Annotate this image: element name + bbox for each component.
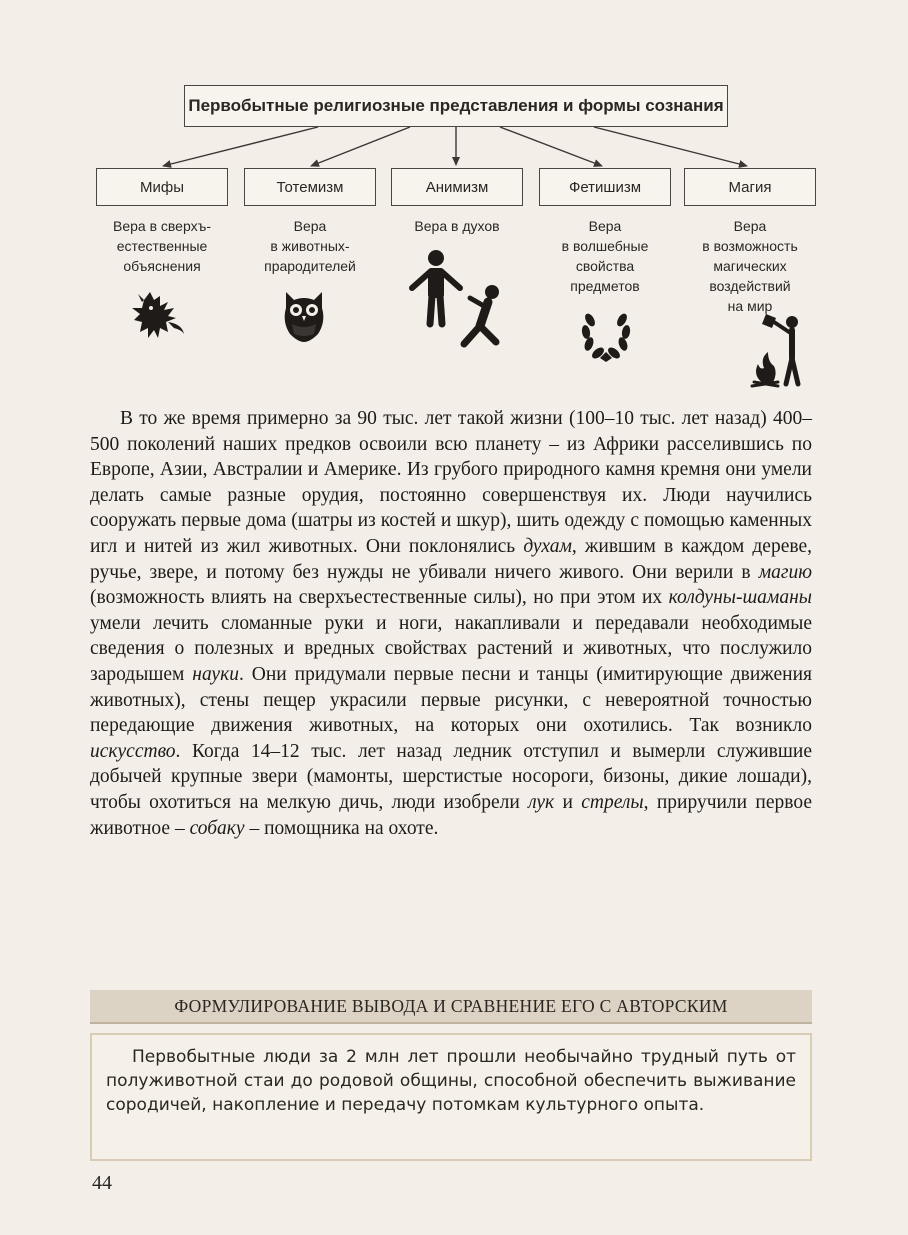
totemism-description: Вера в животных- прародителей xyxy=(264,218,356,274)
arrow-to-totemism xyxy=(311,127,410,166)
arrow-to-myths xyxy=(163,127,318,166)
category-totemism-box: Тотемизм xyxy=(244,168,376,206)
term-magic: магию xyxy=(758,561,812,583)
owl-icon xyxy=(280,288,328,344)
term-bow: лук xyxy=(528,791,555,813)
term-dog: собаку xyxy=(189,817,245,839)
animism-description: Вера в духов xyxy=(414,218,500,234)
shaman-fire-icon xyxy=(748,312,808,388)
wreath-icon xyxy=(580,308,632,362)
magic-description: Вера в возможность магических воздействий на мир xyxy=(702,218,798,314)
myths-description: Вера в сверхъ- естественные объяснения xyxy=(112,218,212,274)
conclusion-box: Первобытные люди за 2 млн лет прошли необычайно трудный путь от полуживотной стаи до родовой общины, способной обеспечить выживание сородичей, накопление и передачу потомкам культурного опыта. xyxy=(90,1033,812,1161)
arrow-to-fetishism xyxy=(500,127,602,166)
page-number: 44 xyxy=(92,1172,112,1194)
fetishism-description: Вера в волшебные свойства предметов xyxy=(561,218,649,294)
worshipping-people-icon xyxy=(404,248,504,348)
dragon-icon xyxy=(124,288,190,344)
term-spirits: духам xyxy=(523,535,572,557)
category-magic-box: Магия xyxy=(684,168,816,206)
category-animism-box: Анимизм xyxy=(391,168,523,206)
category-fetishism-box: Фетишизм xyxy=(539,168,671,206)
main-paragraph: В то же время примерно за 90 тыс. лет такой жизни (100–10 тыс. лет назад) 400–500 поколений наших предков освоили всю планету – из Африки расселившись по Европе, Азии, Австралии и Америке. Из грубого природного камня кремня они умели делать самые разные орудия, постоянно совершенствуя их. Люди научились сооружать первые дома (шатры из костей и шкур), шить одежду с помощью каменных игл и нитей из жил животных. Они поклонялись духам, жившим в каждом дереве, ручье, звере, и потому без нужды не убивали ничего живого. Они верили в магию (возможность влиять на сверхъестественные силы), но при этом их колдуны-шаманы умели лечить сломанные руки и ноги, накапливали и передавали необходимые сведения о полезных и вредных свойствах растений и животных, что послужило зародышем науки. Они придумали первые песни и танцы (имитирующие движения животных), стены пещер украсили первые рисунки, с невероятной точностью передающие движения животных, на которых они охотились. Так возникло искусство. Когда 14–12 тыс. лет назад ледник отступил и вымерли служившие добычей крупные звери (мамонты, шерстистые носороги, бизоны, дикие лошади), чтобы охотиться на мелкую дичь, люди изобрели лук и стрелы, приручили первое животное – собаку – помощника на охоте. xyxy=(90,408,812,839)
diagram-root-box: Первобытные религиозные представления и формы сознания xyxy=(184,85,728,127)
term-science: науки xyxy=(192,663,239,685)
term-shamans: колдуны-шаманы xyxy=(668,587,812,609)
term-art: искусство xyxy=(90,740,176,762)
section-heading: ФОРМУЛИРОВАНИЕ ВЫВОДА И СРАВНЕНИЕ ЕГО С АВТОРСКИМ xyxy=(90,990,812,1024)
category-myths-box: Мифы xyxy=(96,168,228,206)
arrow-to-magic xyxy=(594,127,747,166)
religious-forms-diagram xyxy=(0,0,908,400)
term-arrows: стрелы xyxy=(581,791,644,813)
